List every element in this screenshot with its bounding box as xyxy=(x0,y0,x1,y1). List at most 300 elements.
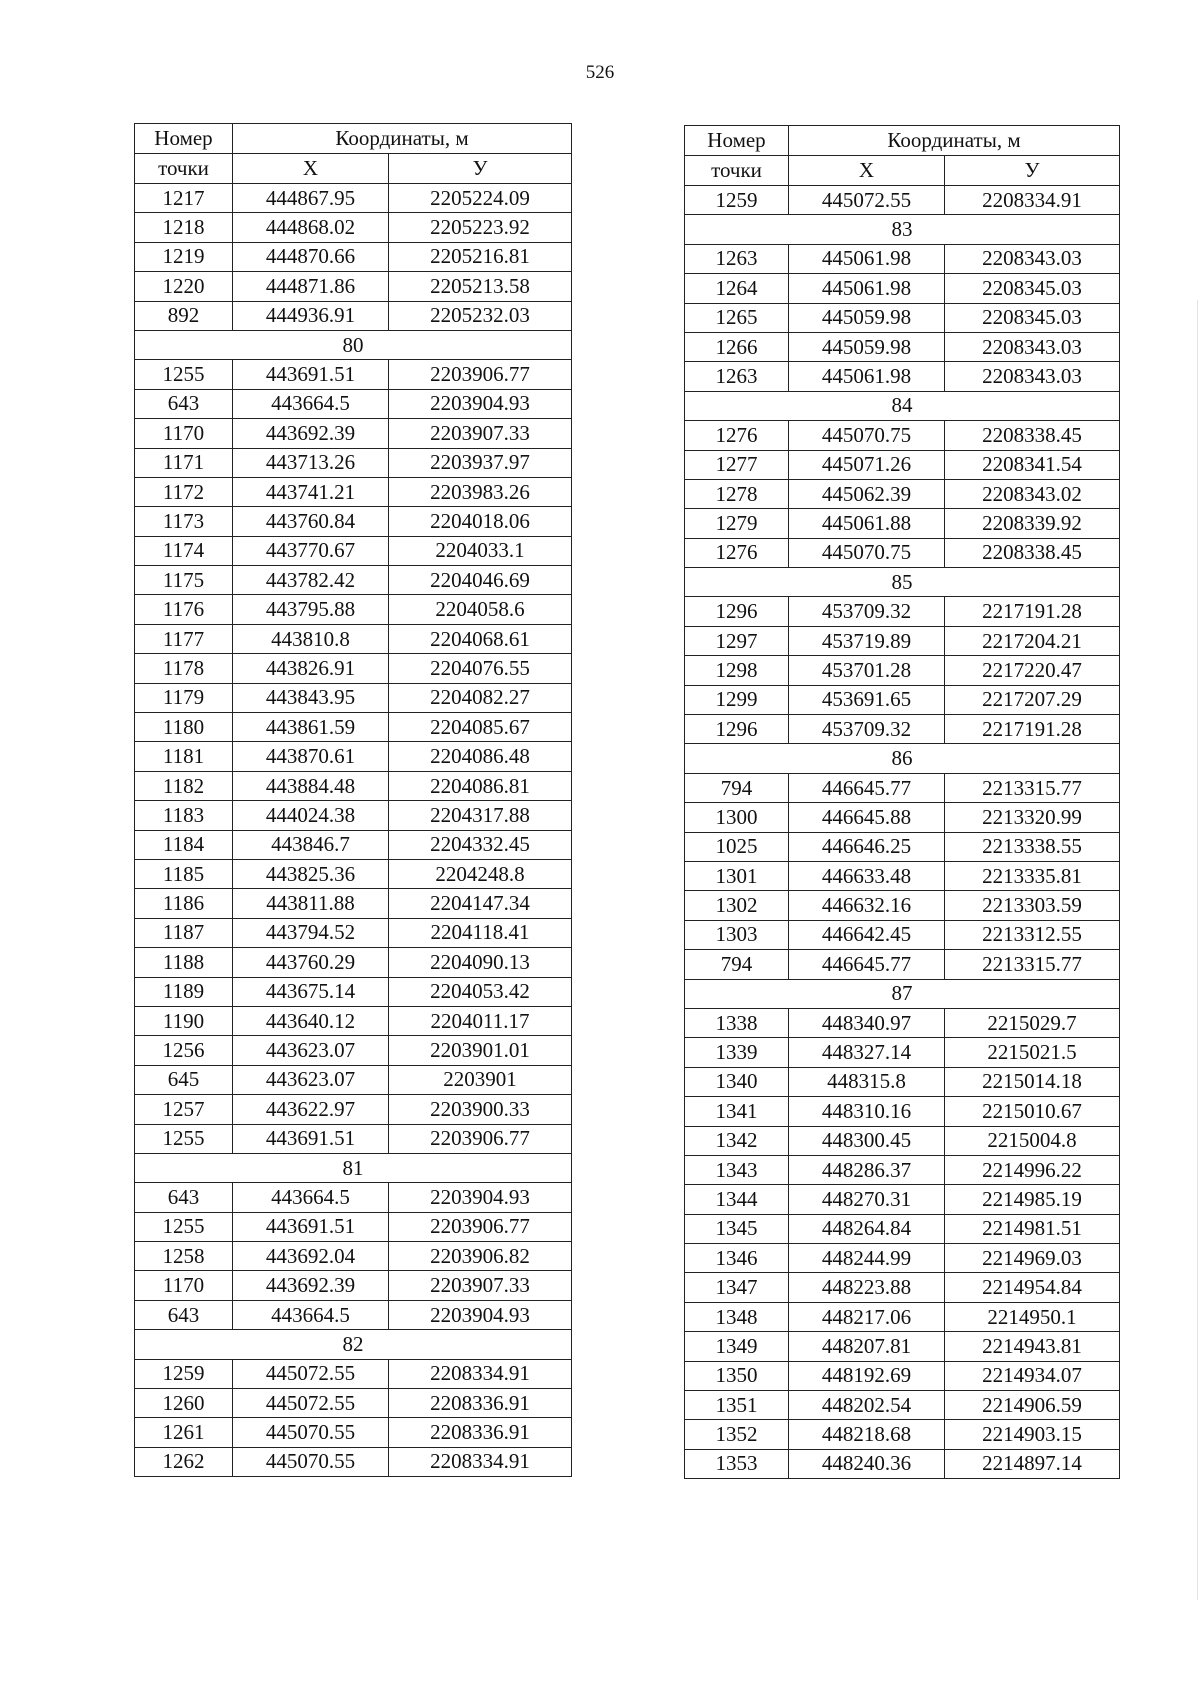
point-number-cell: 1187 xyxy=(135,918,233,947)
table-body-right xyxy=(685,186,1120,1479)
point-number-cell: 643 xyxy=(135,1300,233,1329)
table-row xyxy=(135,419,572,448)
x-coordinate-cell: 444936.91 xyxy=(233,301,389,330)
table-row xyxy=(135,1036,572,1065)
y-coordinate-cell: 2214996.22 xyxy=(945,1155,1120,1184)
table-row xyxy=(135,1242,572,1271)
y-coordinate-cell: 2203904.93 xyxy=(389,389,572,418)
table-row xyxy=(135,801,572,830)
y-coordinate-cell: 2208334.91 xyxy=(389,1359,572,1388)
table-row xyxy=(135,1065,572,1094)
section-row xyxy=(685,979,1120,1008)
point-number-cell: 1277 xyxy=(685,450,789,479)
table-row xyxy=(135,448,572,477)
table-row xyxy=(685,1361,1120,1390)
x-coordinate-cell: 443664.5 xyxy=(233,1300,389,1329)
table-row xyxy=(685,1449,1120,1478)
y-coordinate-cell: 2204068.61 xyxy=(389,624,572,653)
table-row xyxy=(685,715,1120,744)
y-coordinate-cell: 2203906.82 xyxy=(389,1242,572,1271)
y-coordinate-cell: 2203904.93 xyxy=(389,1183,572,1212)
y-coordinate-cell: 2204011.17 xyxy=(389,1006,572,1035)
x-coordinate-cell: 453709.32 xyxy=(789,597,945,626)
y-coordinate-cell: 2203906.77 xyxy=(389,1212,572,1241)
x-coordinate-cell: 448244.99 xyxy=(789,1244,945,1273)
x-coordinate-cell: 446646.25 xyxy=(789,832,945,861)
y-coordinate-cell: 2217207.29 xyxy=(945,685,1120,714)
x-coordinate-cell: 448270.31 xyxy=(789,1185,945,1214)
y-coordinate-cell: 2204033.1 xyxy=(389,536,572,565)
table-row xyxy=(685,186,1120,215)
x-coordinate-cell: 448310.16 xyxy=(789,1097,945,1126)
point-number-cell: 1218 xyxy=(135,213,233,242)
point-number-cell: 1177 xyxy=(135,624,233,653)
y-coordinate-cell: 2208336.91 xyxy=(389,1389,572,1418)
point-number-cell: 1184 xyxy=(135,830,233,859)
point-number-cell: 1025 xyxy=(685,832,789,861)
section-number: 82 xyxy=(135,1330,572,1359)
y-coordinate-cell: 2204058.6 xyxy=(389,595,572,624)
point-number-cell: 1300 xyxy=(685,803,789,832)
x-coordinate-cell: 448240.36 xyxy=(789,1449,945,1478)
point-number-cell: 1298 xyxy=(685,656,789,685)
x-coordinate-cell: 443825.36 xyxy=(233,859,389,888)
y-coordinate-cell: 2208336.91 xyxy=(389,1418,572,1447)
y-coordinate-cell: 2214897.14 xyxy=(945,1449,1120,1478)
point-number-cell: 1259 xyxy=(135,1359,233,1388)
y-coordinate-cell: 2204018.06 xyxy=(389,507,572,536)
y-coordinate-cell: 2213335.81 xyxy=(945,861,1120,890)
x-coordinate-cell: 444870.66 xyxy=(233,242,389,271)
header-y: У xyxy=(389,154,572,184)
y-coordinate-cell: 2204090.13 xyxy=(389,948,572,977)
x-coordinate-cell: 443782.42 xyxy=(233,566,389,595)
point-number-cell: 1180 xyxy=(135,713,233,742)
x-coordinate-cell: 445070.75 xyxy=(789,421,945,450)
y-coordinate-cell: 2204317.88 xyxy=(389,801,572,830)
table-row xyxy=(685,1420,1120,1449)
x-coordinate-cell: 446633.48 xyxy=(789,861,945,890)
x-coordinate-cell: 446632.16 xyxy=(789,891,945,920)
table-row xyxy=(135,536,572,565)
x-coordinate-cell: 443713.26 xyxy=(233,448,389,477)
x-coordinate-cell: 453701.28 xyxy=(789,656,945,685)
x-coordinate-cell: 444871.86 xyxy=(233,272,389,301)
point-number-cell: 1345 xyxy=(685,1214,789,1243)
y-coordinate-cell: 2208341.54 xyxy=(945,450,1120,479)
table-row xyxy=(685,1273,1120,1302)
point-number-cell: 1276 xyxy=(685,421,789,450)
table-row xyxy=(135,859,572,888)
section-row xyxy=(135,1330,572,1359)
x-coordinate-cell: 443692.39 xyxy=(233,419,389,448)
x-coordinate-cell: 443760.84 xyxy=(233,507,389,536)
header-point-number: Номер xyxy=(685,126,789,156)
point-number-cell: 1189 xyxy=(135,977,233,1006)
table-row xyxy=(685,891,1120,920)
x-coordinate-cell: 445072.55 xyxy=(789,186,945,215)
x-coordinate-cell: 443770.67 xyxy=(233,536,389,565)
y-coordinate-cell: 2217191.28 xyxy=(945,715,1120,744)
x-coordinate-cell: 443811.88 xyxy=(233,889,389,918)
table-row xyxy=(135,184,572,213)
x-coordinate-cell: 448264.84 xyxy=(789,1214,945,1243)
y-coordinate-cell: 2203900.33 xyxy=(389,1095,572,1124)
point-number-cell: 1174 xyxy=(135,536,233,565)
table-row xyxy=(685,597,1120,626)
y-coordinate-cell: 2204147.34 xyxy=(389,889,572,918)
table-row xyxy=(135,360,572,389)
table-row xyxy=(135,389,572,418)
x-coordinate-cell: 443664.5 xyxy=(233,389,389,418)
table-row xyxy=(685,803,1120,832)
header-point-number: Номер xyxy=(135,124,233,154)
point-number-cell: 892 xyxy=(135,301,233,330)
header-point-number-line2: точки xyxy=(685,156,789,186)
table-row xyxy=(685,421,1120,450)
x-coordinate-cell: 444868.02 xyxy=(233,213,389,242)
x-coordinate-cell: 448286.37 xyxy=(789,1155,945,1184)
table-row xyxy=(135,771,572,800)
x-coordinate-cell: 443691.51 xyxy=(233,360,389,389)
point-number-cell: 1340 xyxy=(685,1067,789,1096)
table-row xyxy=(685,1067,1120,1096)
point-number-cell: 794 xyxy=(685,773,789,802)
section-number: 85 xyxy=(685,568,1120,597)
table-row xyxy=(135,1300,572,1329)
y-coordinate-cell: 2208345.03 xyxy=(945,274,1120,303)
y-coordinate-cell: 2213315.77 xyxy=(945,950,1120,979)
header-coordinates: Координаты, м xyxy=(233,124,572,154)
point-number-cell: 1260 xyxy=(135,1389,233,1418)
table-row xyxy=(685,244,1120,273)
table-row xyxy=(135,242,572,271)
y-coordinate-cell: 2203907.33 xyxy=(389,1271,572,1300)
table-row xyxy=(135,507,572,536)
point-number-cell: 1175 xyxy=(135,566,233,595)
point-number-cell: 1343 xyxy=(685,1155,789,1184)
table-row xyxy=(135,742,572,771)
point-number-cell: 1296 xyxy=(685,715,789,744)
x-coordinate-cell: 443826.91 xyxy=(233,654,389,683)
table-row xyxy=(685,362,1120,391)
y-coordinate-cell: 2208339.92 xyxy=(945,509,1120,538)
point-number-cell: 1170 xyxy=(135,419,233,448)
x-coordinate-cell: 443846.7 xyxy=(233,830,389,859)
point-number-cell: 1255 xyxy=(135,1124,233,1153)
x-coordinate-cell: 443810.8 xyxy=(233,624,389,653)
point-number-cell: 1303 xyxy=(685,920,789,949)
x-coordinate-cell: 444024.38 xyxy=(233,801,389,830)
scan-edge-line xyxy=(1197,300,1198,1600)
x-coordinate-cell: 446642.45 xyxy=(789,920,945,949)
y-coordinate-cell: 2214943.81 xyxy=(945,1332,1120,1361)
x-coordinate-cell: 448327.14 xyxy=(789,1038,945,1067)
y-coordinate-cell: 2214950.1 xyxy=(945,1302,1120,1331)
y-coordinate-cell: 2203904.93 xyxy=(389,1300,572,1329)
y-coordinate-cell: 2204046.69 xyxy=(389,566,572,595)
point-number-cell: 1181 xyxy=(135,742,233,771)
y-coordinate-cell: 2204082.27 xyxy=(389,683,572,712)
x-coordinate-cell: 445061.88 xyxy=(789,509,945,538)
table-row xyxy=(135,624,572,653)
table-row xyxy=(685,1244,1120,1273)
point-number-cell: 1255 xyxy=(135,1212,233,1241)
table-row xyxy=(685,1155,1120,1184)
x-coordinate-cell: 445072.55 xyxy=(233,1359,389,1388)
table-row xyxy=(135,1447,572,1476)
point-number-cell: 1173 xyxy=(135,507,233,536)
y-coordinate-cell: 2217204.21 xyxy=(945,626,1120,655)
y-coordinate-cell: 2213312.55 xyxy=(945,920,1120,949)
y-coordinate-cell: 2205224.09 xyxy=(389,184,572,213)
point-number-cell: 1347 xyxy=(685,1273,789,1302)
header-point-number-line2: точки xyxy=(135,154,233,184)
x-coordinate-cell: 443795.88 xyxy=(233,595,389,624)
point-number-cell: 1170 xyxy=(135,1271,233,1300)
y-coordinate-cell: 2215029.7 xyxy=(945,1008,1120,1037)
point-number-cell: 1183 xyxy=(135,801,233,830)
y-coordinate-cell: 2217191.28 xyxy=(945,597,1120,626)
x-coordinate-cell: 448300.45 xyxy=(789,1126,945,1155)
point-number-cell: 1190 xyxy=(135,1006,233,1035)
x-coordinate-cell: 443691.51 xyxy=(233,1124,389,1153)
y-coordinate-cell: 2215021.5 xyxy=(945,1038,1120,1067)
x-coordinate-cell: 444867.95 xyxy=(233,184,389,213)
y-coordinate-cell: 2208338.45 xyxy=(945,421,1120,450)
x-coordinate-cell: 445059.98 xyxy=(789,332,945,361)
point-number-cell: 1344 xyxy=(685,1185,789,1214)
y-coordinate-cell: 2217220.47 xyxy=(945,656,1120,685)
x-coordinate-cell: 453719.89 xyxy=(789,626,945,655)
point-number-cell: 1185 xyxy=(135,859,233,888)
table-row xyxy=(135,1212,572,1241)
x-coordinate-cell: 446645.88 xyxy=(789,803,945,832)
point-number-cell: 1261 xyxy=(135,1418,233,1447)
x-coordinate-cell: 445061.98 xyxy=(789,244,945,273)
y-coordinate-cell: 2205232.03 xyxy=(389,301,572,330)
y-coordinate-cell: 2205213.58 xyxy=(389,272,572,301)
y-coordinate-cell: 2208343.03 xyxy=(945,362,1120,391)
y-coordinate-cell: 2203907.33 xyxy=(389,419,572,448)
point-number-cell: 1348 xyxy=(685,1302,789,1331)
point-number-cell: 1338 xyxy=(685,1008,789,1037)
x-coordinate-cell: 443675.14 xyxy=(233,977,389,1006)
x-coordinate-cell: 443691.51 xyxy=(233,1212,389,1241)
point-number-cell: 1346 xyxy=(685,1244,789,1273)
y-coordinate-cell: 2204248.8 xyxy=(389,859,572,888)
table-row xyxy=(685,832,1120,861)
y-coordinate-cell: 2215004.8 xyxy=(945,1126,1120,1155)
x-coordinate-cell: 443692.39 xyxy=(233,1271,389,1300)
point-number-cell: 1351 xyxy=(685,1391,789,1420)
point-number-cell: 1172 xyxy=(135,477,233,506)
y-coordinate-cell: 2215014.18 xyxy=(945,1067,1120,1096)
x-coordinate-cell: 443664.5 xyxy=(233,1183,389,1212)
table-row xyxy=(135,301,572,330)
y-coordinate-cell: 2214906.59 xyxy=(945,1391,1120,1420)
y-coordinate-cell: 2214954.84 xyxy=(945,1273,1120,1302)
x-coordinate-cell: 453709.32 xyxy=(789,715,945,744)
table-row xyxy=(135,1124,572,1153)
x-coordinate-cell: 448217.06 xyxy=(789,1302,945,1331)
table-row xyxy=(135,977,572,1006)
table-row xyxy=(685,626,1120,655)
x-coordinate-cell: 445059.98 xyxy=(789,303,945,332)
point-number-cell: 1171 xyxy=(135,448,233,477)
table-row xyxy=(135,713,572,742)
section-row xyxy=(135,1153,572,1182)
x-coordinate-cell: 443692.04 xyxy=(233,1242,389,1271)
table-row xyxy=(685,1332,1120,1361)
x-coordinate-cell: 453691.65 xyxy=(789,685,945,714)
x-coordinate-cell: 443741.21 xyxy=(233,477,389,506)
y-coordinate-cell: 2208338.45 xyxy=(945,538,1120,567)
y-coordinate-cell: 2204086.81 xyxy=(389,771,572,800)
coordinates-table-right xyxy=(684,125,1120,1479)
table-row xyxy=(685,950,1120,979)
x-coordinate-cell: 448218.68 xyxy=(789,1420,945,1449)
header-coordinates: Координаты, м xyxy=(789,126,1120,156)
point-number-cell: 1349 xyxy=(685,1332,789,1361)
point-number-cell: 645 xyxy=(135,1065,233,1094)
y-coordinate-cell: 2208334.91 xyxy=(945,186,1120,215)
point-number-cell: 1339 xyxy=(685,1038,789,1067)
table-row xyxy=(135,477,572,506)
x-coordinate-cell: 448207.81 xyxy=(789,1332,945,1361)
x-coordinate-cell: 448315.8 xyxy=(789,1067,945,1096)
point-number-cell: 1217 xyxy=(135,184,233,213)
table-row xyxy=(135,1095,572,1124)
point-number-cell: 1188 xyxy=(135,948,233,977)
point-number-cell: 1350 xyxy=(685,1361,789,1390)
table-row xyxy=(135,918,572,947)
header-x: X xyxy=(233,154,389,184)
x-coordinate-cell: 445061.98 xyxy=(789,274,945,303)
point-number-cell: 1299 xyxy=(685,685,789,714)
table-row xyxy=(685,1097,1120,1126)
y-coordinate-cell: 2213320.99 xyxy=(945,803,1120,832)
y-coordinate-cell: 2214934.07 xyxy=(945,1361,1120,1390)
table-row xyxy=(135,830,572,859)
y-coordinate-cell: 2213338.55 xyxy=(945,832,1120,861)
section-number: 80 xyxy=(135,330,572,359)
table-body-left xyxy=(135,184,572,1477)
x-coordinate-cell: 445070.75 xyxy=(789,538,945,567)
table-row xyxy=(135,213,572,242)
y-coordinate-cell: 2214985.19 xyxy=(945,1185,1120,1214)
x-coordinate-cell: 445062.39 xyxy=(789,479,945,508)
y-coordinate-cell: 2205223.92 xyxy=(389,213,572,242)
y-coordinate-cell: 2204053.42 xyxy=(389,977,572,1006)
table-row xyxy=(685,1391,1120,1420)
section-number: 87 xyxy=(685,979,1120,1008)
x-coordinate-cell: 443884.48 xyxy=(233,771,389,800)
point-number-cell: 1262 xyxy=(135,1447,233,1476)
point-number-cell: 1256 xyxy=(135,1036,233,1065)
y-coordinate-cell: 2208345.03 xyxy=(945,303,1120,332)
point-number-cell: 1353 xyxy=(685,1449,789,1478)
x-coordinate-cell: 443623.07 xyxy=(233,1065,389,1094)
x-coordinate-cell: 446645.77 xyxy=(789,950,945,979)
section-row xyxy=(685,215,1120,244)
point-number-cell: 1341 xyxy=(685,1097,789,1126)
table-row xyxy=(135,272,572,301)
point-number-cell: 1259 xyxy=(685,186,789,215)
section-row xyxy=(685,744,1120,773)
table-row xyxy=(685,1214,1120,1243)
table-row xyxy=(685,1038,1120,1067)
table-row xyxy=(135,683,572,712)
point-number-cell: 1219 xyxy=(135,242,233,271)
coordinates-table-left xyxy=(134,123,572,1477)
point-number-cell: 1179 xyxy=(135,683,233,712)
y-coordinate-cell: 2203906.77 xyxy=(389,1124,572,1153)
table-row xyxy=(685,1126,1120,1155)
table-row xyxy=(685,1185,1120,1214)
section-number: 86 xyxy=(685,744,1120,773)
y-coordinate-cell: 2204086.48 xyxy=(389,742,572,771)
table-row xyxy=(135,1183,572,1212)
point-number-cell: 1297 xyxy=(685,626,789,655)
point-number-cell: 1278 xyxy=(685,479,789,508)
table-row xyxy=(135,595,572,624)
y-coordinate-cell: 2213315.77 xyxy=(945,773,1120,802)
table-row xyxy=(685,1302,1120,1331)
y-coordinate-cell: 2215010.67 xyxy=(945,1097,1120,1126)
table-row xyxy=(135,566,572,595)
point-number-cell: 1263 xyxy=(685,244,789,273)
table-row xyxy=(685,1008,1120,1037)
table-row xyxy=(685,656,1120,685)
table-row xyxy=(685,450,1120,479)
point-number-cell: 1178 xyxy=(135,654,233,683)
y-coordinate-cell: 2204076.55 xyxy=(389,654,572,683)
point-number-cell: 643 xyxy=(135,1183,233,1212)
section-number: 84 xyxy=(685,391,1120,420)
x-coordinate-cell: 445070.55 xyxy=(233,1418,389,1447)
point-number-cell: 794 xyxy=(685,950,789,979)
y-coordinate-cell: 2213303.59 xyxy=(945,891,1120,920)
y-coordinate-cell: 2208343.03 xyxy=(945,332,1120,361)
x-coordinate-cell: 445070.55 xyxy=(233,1447,389,1476)
x-coordinate-cell: 443861.59 xyxy=(233,713,389,742)
table-row xyxy=(135,1389,572,1418)
point-number-cell: 1182 xyxy=(135,771,233,800)
y-coordinate-cell: 2214903.15 xyxy=(945,1420,1120,1449)
y-coordinate-cell: 2205216.81 xyxy=(389,242,572,271)
table-row xyxy=(135,889,572,918)
x-coordinate-cell: 448340.97 xyxy=(789,1008,945,1037)
y-coordinate-cell: 2203901 xyxy=(389,1065,572,1094)
y-coordinate-cell: 2203983.26 xyxy=(389,477,572,506)
table-row xyxy=(685,920,1120,949)
y-coordinate-cell: 2204332.45 xyxy=(389,830,572,859)
x-coordinate-cell: 443794.52 xyxy=(233,918,389,947)
point-number-cell: 1186 xyxy=(135,889,233,918)
y-coordinate-cell: 2203901.01 xyxy=(389,1036,572,1065)
y-coordinate-cell: 2208343.02 xyxy=(945,479,1120,508)
header-x: X xyxy=(789,156,945,186)
point-number-cell: 1342 xyxy=(685,1126,789,1155)
point-number-cell: 1263 xyxy=(685,362,789,391)
table-row xyxy=(135,948,572,977)
y-coordinate-cell: 2203906.77 xyxy=(389,360,572,389)
table-row xyxy=(685,303,1120,332)
point-number-cell: 643 xyxy=(135,389,233,418)
x-coordinate-cell: 448202.54 xyxy=(789,1391,945,1420)
section-number: 83 xyxy=(685,215,1120,244)
